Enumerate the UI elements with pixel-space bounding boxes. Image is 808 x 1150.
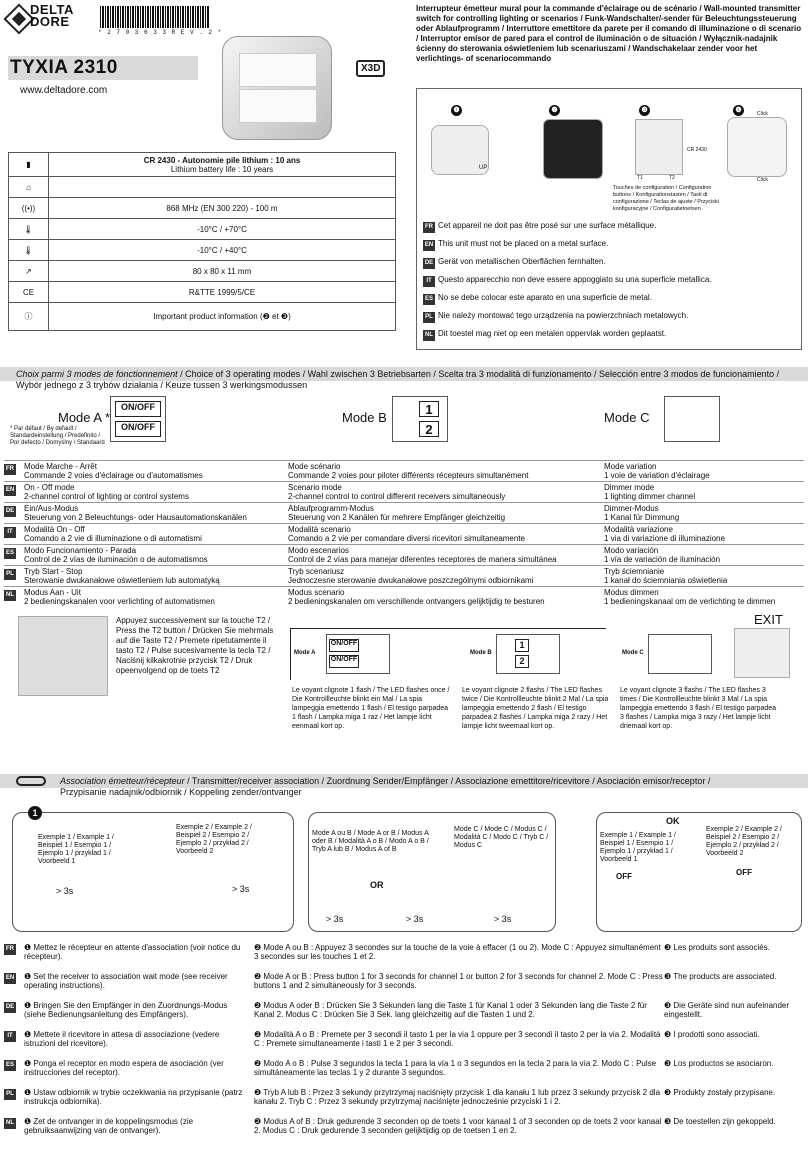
assoc-row (4, 1114, 804, 1142)
lang-tag: IT (4, 1031, 16, 1042)
mode-row (4, 523, 804, 542)
lang-tag: NL (4, 1118, 16, 1129)
info-icon: ⓘ (9, 303, 49, 331)
step-3-illustration (635, 119, 683, 175)
brand-name: DELTA DORE (30, 2, 74, 29)
assoc-step-text: ❶ Bringen Sie den Empfänger in den Zuordnungs-Modus (siehe Bedienungsanleitung des Empfängers). (24, 1001, 228, 1019)
flash-c-text: Le voyant clignote 3 flashs / The LED flashes 3 times / Die Kontrollleuchte blinkt 3 Mal / La spia lampeggia emettendo 3 flash / El testigo parpadea 3 flashes / Lampka miga 3 razy / Het lampje licht driemaal kort op. (620, 687, 777, 730)
spec-value (49, 198, 396, 219)
mode-c-cell (604, 525, 725, 543)
mode-c-cell (604, 588, 775, 606)
assoc-step-text: ❷ Modo A o B : Pulse 3 segundos la tecla 1 para la vía 1 o 3 segundos en la tecla 2 para la vía 2. Modo C : Pulse simultáneamente las teclas 1 y 2 durante 3 segundos. (254, 1059, 657, 1077)
off-label-1: OFF (616, 872, 632, 881)
step-4-marker: ❹ (733, 105, 744, 116)
thermometer-storage-icon: 🌡 (9, 219, 49, 240)
mode-b-cell (288, 525, 525, 543)
spec-row (9, 219, 396, 240)
warning-row (423, 257, 606, 269)
assoc-row (4, 940, 804, 968)
lang-tag: EN (423, 240, 435, 251)
step-2-marker: ❷ (549, 105, 560, 116)
spec-value (49, 153, 396, 177)
seq-scenario-2: 2 (515, 655, 529, 668)
exit-label: EXIT (754, 612, 783, 627)
x3d-badge: X3D (356, 60, 385, 77)
mode-a-title: Mode A * (58, 410, 111, 425)
mode-name: Modo escenarios (288, 546, 349, 555)
ce-icon: CE (9, 282, 49, 303)
mode-c-dimmer-icon (664, 396, 720, 442)
spec-text: 80 x 80 x 11 mm (192, 266, 252, 276)
warning-row (423, 239, 608, 251)
spec-row (9, 153, 396, 177)
assoc-row (4, 1056, 804, 1084)
lang-tag: NL (4, 590, 16, 601)
up-label: UP (479, 165, 488, 171)
mode-name: Tryb scenariusz (288, 567, 345, 576)
product-title: TYXIA 2310 (8, 56, 198, 80)
warning-text: Nie należy montować tego urządzenia na powierzchniach metalowych. (438, 311, 689, 320)
t1-label: T1 (637, 175, 643, 181)
mode-desc: Control de 2 vías de iluminación o de automatismos (24, 555, 208, 564)
product-photo (222, 36, 332, 140)
mode-b-cell (288, 546, 557, 564)
lang-tag: DE (4, 506, 16, 517)
modes-title-rest: / Choice of 3 operating modes / Wahl zwischen 3 Betriebsarten / Scelta tra 3 modalità di funzionamento / Selección entre 3 modos de funcionamiento / (177, 369, 780, 379)
mode-a-cell (24, 483, 189, 501)
spec-value (49, 240, 396, 261)
modes-title: Choix parmi 3 modes de fonctionnement (16, 369, 178, 379)
assoc-step-text: ❶ Ustaw odbiornik w trybie oczekiwania na przypisanie (patrz instrukcja odbiornika). (24, 1088, 243, 1106)
mode-desc: Commande 2 voies d'éclairage ou d'automatismes (24, 471, 203, 480)
mode-b-cell (288, 567, 533, 585)
mode-c-cell (604, 483, 695, 501)
spec-text: 868 MHz (EN 300 220) - 100 m (166, 203, 278, 213)
spec-value (49, 303, 396, 331)
mode-row (4, 481, 804, 500)
mode-desc: Steuerung von 2 Beleuchtungs- oder Hausautomationskanälen (24, 513, 247, 522)
lang-tag: DE (4, 1002, 16, 1013)
modes-table (4, 460, 804, 610)
indoor-icon: ⌂ (9, 177, 49, 198)
mode-desc: Steuerung von 2 Kanälen für mehrere Empfänger gleichzeitig (288, 513, 506, 522)
barcode (100, 6, 210, 28)
spec-text: Important product information (❷ et ❸) (153, 312, 291, 321)
mode-a-cell (24, 546, 208, 564)
mode-a-cell (24, 588, 215, 606)
product-description: Interrupteur émetteur mural pour la commande d'éclairage ou de scénario / Wall-mounted transmitter switch for controlling lighting or scenarios / Funk-Wandschalter/-sender für Beleuchtungssteuerung oder Ablaufprogramm / Interruttore emettitore da parete per il comando di illuminazione o di scenario / Interruptor emisor de pared para el control de iluminación o de situación / Wyłącznik-nadajnik ścienny do sterowania oświetleniem lub scenariuszami / Wandschakelaar zender voor het verlichtings- of scenariocommando (416, 4, 802, 63)
scenario-2-label: 2 (419, 421, 439, 437)
warning-text: Dit toestel mag niet op een metalen oppervlak worden geplaatst. (438, 329, 667, 338)
mode-b-cell (288, 462, 528, 480)
assoc-step-text: ❸ I prodotti sono associati. (664, 1030, 760, 1039)
t2-button-illustration (18, 616, 108, 696)
assoc-step-text: ❸ De toestellen zijn gekoppeld. (664, 1117, 776, 1126)
mode-b-title: Mode B (342, 410, 387, 425)
spec-row (9, 177, 396, 198)
seq-mode-b: Mode B (470, 650, 492, 656)
mode-name: Dimmer-Modus (604, 504, 659, 513)
mode-name: Mode variation (604, 462, 657, 471)
seq-c-icon (648, 634, 712, 674)
spec-row (9, 198, 396, 219)
mode-a-cell (24, 567, 220, 585)
lang-tag: PL (423, 312, 435, 323)
assoc-step-text: ❶ Mettez le récepteur en attente d'association (voir notice du récepteur). (24, 943, 241, 961)
hold-3s-label-2: > 3s (232, 884, 250, 894)
lang-tag: ES (4, 548, 16, 559)
flash-a-text: Le voyant clignote 1 flash / The LED flashes once / Die Kontrollleuchte blinkt ein Mal / La spia lampeggia emettendo 1 flash / El testigo parpadea 1 flash / Lampka miga 1 raz / Het lampje licht eenmaal kort op. (292, 687, 450, 730)
mode-name: Modus scenario (288, 588, 345, 597)
mode-row (4, 544, 804, 563)
assoc-subtitle: Przypisanie nadajnik/odbiornik / Koppeling zender/ontvanger (60, 787, 302, 797)
hold-3s-label: > 3s (56, 886, 74, 896)
assoc-step-text: ❸ Die Geräte sind nun aufeinander eingestellt. (664, 1001, 790, 1019)
lang-tag: EN (4, 973, 16, 984)
lang-tag: ES (423, 294, 435, 305)
mode-name: Modo variación (604, 546, 659, 555)
lang-tag: PL (4, 1089, 16, 1100)
website-url: www.deltadore.com (20, 85, 108, 96)
mode-desc: 2-channel control of lighting or control systems (24, 492, 189, 501)
step-3-marker: ❸ (639, 105, 650, 116)
lang-tag: PL (4, 569, 16, 580)
radio-icon: ((•)) (9, 198, 49, 219)
warning-row (423, 221, 656, 233)
spec-value (49, 177, 396, 198)
assoc-row (4, 998, 804, 1026)
lang-tag: FR (423, 222, 435, 233)
assoc-step-text: ❶ Zet de ontvanger in de koppelingsmodus (zie gebruiksaanwijzing van de ontvanger). (24, 1117, 194, 1135)
chain-link-icon (16, 776, 46, 786)
spec-value (49, 282, 396, 303)
spec-text: -10°C / +70°C (197, 224, 247, 234)
mode-desc: Commande 2 voies pour piloter différents récepteurs simultanément (288, 471, 529, 480)
lang-tag: FR (4, 464, 16, 475)
spec-row (9, 303, 396, 331)
warning-row (423, 329, 666, 341)
mode-desc: Jednoczesne sterowanie dwukanałowe poszczególnymi odbiornikami (288, 576, 534, 585)
mode-name: Ablaufprogramm-Modus (288, 504, 374, 513)
mode-name: Mode scénario (288, 462, 341, 471)
example-1-label: Exemple 1 / Example 1 / Beispiel 1 / Esempio 1 / Ejemplo 1 / przykład 1 / Voorbeeld 1 (38, 834, 114, 865)
thermometer-operating-icon: 🌡 (9, 240, 49, 261)
spec-value (49, 219, 396, 240)
onoff-top-label: ON/OFF (115, 401, 161, 417)
mode-name: Tryb Start - Stop (24, 567, 83, 576)
warning-text: Cet appareil ne doit pas être posé sur une surface métallique. (438, 221, 657, 230)
hold-3s-c: > 3s (494, 914, 512, 924)
seq-onoff-bottom: ON/OFF (329, 655, 359, 668)
mode-ab-label: Mode A ou B / Mode A or B / Modus A oder B / Modalità A o B / Modo A o B / Tryb A lub B / Modus A of B (312, 830, 429, 853)
warning-row (423, 293, 652, 305)
assoc-step-text: ❸ Les produits sont associés. (664, 943, 770, 952)
mode-desc: 1 kanał do ściemniania oświetlenia (604, 576, 728, 585)
or-label: OR (370, 880, 384, 890)
assoc-step-text: ❶ Mettete il ricevitore in attesa di associazione (vedere istruzioni del ricevitore). (24, 1030, 220, 1048)
mode-desc: Comando a 2 vie di illuminazione o di automatismi (24, 534, 202, 543)
mode-desc: Sterowanie dwukanałowe oświetleniem lub automatyką (24, 576, 220, 585)
installation-panel (416, 88, 802, 350)
lang-tag: NL (423, 330, 435, 341)
mode-name: Modo Funcionamiento - Parada (24, 546, 137, 555)
warning-row (423, 311, 688, 323)
lang-tag: DE (423, 258, 435, 269)
mode-name: Tryb ściemnianie (604, 567, 665, 576)
mode-name: Ein/Aus-Modus (24, 504, 79, 513)
battery-label: CR 2430 (687, 147, 707, 153)
example-2-label-3: Exemple 2 / Example 2 / Beispiel 2 / Esempio 2 / Ejemplo 2 / przykład 2 / Voorbeeld 2 (706, 826, 782, 857)
hold-3s-ab-1: > 3s (326, 914, 344, 924)
mode-c-cell (604, 567, 727, 585)
example-2-label: Exemple 2 / Example 2 / Beispiel 2 / Esempio 2 / Ejemplo 2 / przykład 2 / Voorbeeld 2 (176, 824, 252, 855)
mode-desc: 2 bedieningskanalen voor verlichting of automatismen (24, 597, 215, 606)
mode-c-cell (604, 462, 710, 480)
mode-desc: 2 bedieningskanalen om verschillende ontvangers gelijktijdig te besturen (288, 597, 545, 606)
mode-name: Dimmer mode (604, 483, 655, 492)
dimensions-icon: ↗ (9, 261, 49, 282)
mode-name: Modus Aan - Uit (24, 588, 81, 597)
click-top-label: Click (757, 111, 768, 117)
spec-row (9, 282, 396, 303)
battery-icon: ▮ (9, 153, 49, 177)
mode-name: Modalità variazione (604, 525, 673, 534)
assoc-step-text: ❷ Modalità A o B : Premete per 3 secondi il tasto 1 per la via 1 oppure per 3 secondi il tasto 2 per la via 2. Modalità C : Premete simultaneamente i tasti 1 e 2 per 3 secondi. (254, 1030, 661, 1048)
config-note: Touches de configuration / Configuration buttons / Konfigurationstasten / Tasti di configurazione / Teclas de ajuste / Przyciski konfiguracyjne / Configuratietoetsen (613, 185, 719, 212)
seq-onoff-top: ON/OFF (329, 639, 359, 652)
assoc-step-text: ❸ Produkty zostały przypisane. (664, 1088, 776, 1097)
hold-3s-ab-2: > 3s (406, 914, 424, 924)
spec-text: -10°C / +40°C (197, 245, 247, 255)
mode-name: Mode Marche - Arrêt (24, 462, 97, 471)
mode-c-label: Mode C / Mode C / Modus C / Modalità C / Modo C / Tryb C / Modus C (454, 826, 549, 849)
warning-text: Questo apparecchio non deve essere appoggiato su una superficie metallica. (438, 275, 712, 284)
default-note: * Par défaut / By default / Standardeinstellung / Predefinito / Por defecto / Domyślny / Standaard (10, 426, 105, 446)
mode-a-cell (24, 504, 247, 522)
assoc-step-text: ❶ Ponga el receptor en modo espera de asociación (ver instrucciones del receptor). (24, 1059, 224, 1077)
off-label-2: OFF (736, 868, 752, 877)
scenario-1-label: 1 (419, 401, 439, 417)
assoc-title: Association émetteur/récepteur (60, 776, 185, 786)
ok-label: OK (666, 816, 680, 826)
step-1-marker: ❶ (451, 105, 462, 116)
spec-row (9, 240, 396, 261)
mode-a-icon (110, 396, 166, 442)
step-4-illustration (727, 117, 787, 177)
lang-tag: ES (4, 1060, 16, 1071)
assoc-step-1-marker: 1 (28, 806, 42, 820)
mode-b-cell (288, 483, 505, 501)
seq-scenario-1: 1 (515, 639, 529, 652)
assoc-section-bar (0, 774, 808, 788)
spec-row (9, 261, 396, 282)
mode-a-cell (24, 462, 203, 480)
assoc-step-text: ❷ Modus A of B : Druk gedurende 3 seconden op de toets 1 voor kanaal 1 of 3 seconden op de toets 2 voor kanaal 2. Modus C : Druk gedurende 3 seconden gelijktijdig op de toetsen 1 en 2. (254, 1117, 662, 1135)
mode-name: Modus dimmen (604, 588, 659, 597)
lang-tag: IT (4, 527, 16, 538)
mode-row (4, 460, 804, 479)
exit-illustration (734, 628, 790, 678)
spec-text-2: Lithium battery life : 10 years (170, 164, 274, 174)
flash-b-text: Le voyant clignote 2 flashs / The LED flashes twice / Die Kontrollleuchte blinkt 2 Mal / La spia lampeggia emettendo 2 flash / El testigo parpadea 2 flashes / Lampka miga 2 razy / Het lampje licht tweemaal kort op. (462, 687, 609, 730)
warning-text: Gerät von metallischen Oberflächen fernhalten. (438, 257, 606, 266)
assoc-row (4, 969, 804, 997)
mode-desc: 1 bedieningskanaal om de verlichting te dimmen (604, 597, 776, 606)
seq-mode-a: Mode A (294, 650, 316, 656)
mode-c-title: Mode C (604, 410, 650, 425)
assoc-table (4, 940, 804, 1146)
mode-desc: Comando a 2 vie per comandare diversi ricevitori simultaneamente (288, 534, 525, 543)
assoc-step-text: ❸ The products are associated. (664, 972, 777, 981)
mode-name: Modalità On - Off (24, 525, 85, 534)
lang-tag: EN (4, 485, 16, 496)
t2-label: T2 (669, 175, 675, 181)
mode-a-cell (24, 525, 202, 543)
warning-text: No se debe colocar este aparato en una superficie de metal. (438, 293, 652, 302)
mode-desc: 1 lighting dimmer channel (604, 492, 696, 501)
assoc-step-text: ❷ Modus A oder B : Drücken Sie 3 Sekunden lang die Taste 1 für Kanal 1 oder 3 Sekunden lang die Taste 2 für Kanal 2. Modus C : Drücken Sie 3 Sek. lang gleichzeitig auf die Tasten 1 und 2. (254, 1001, 647, 1019)
step-2-illustration (543, 119, 603, 179)
mode-row (4, 502, 804, 521)
assoc-row (4, 1027, 804, 1055)
mode-desc: Control de 2 vías para manejar diferentes receptores de manera simultánea (288, 555, 557, 564)
warning-row (423, 275, 712, 287)
mode-name: Modalità scenario (288, 525, 351, 534)
assoc-step-text: ❷ Mode A ou B : Appuyez 3 secondes sur la touche de la voie à effacer (1 ou 2). Mode C : Appuyez simultanément 3 secondes sur les touches 1 et 2. (254, 943, 661, 961)
mode-c-cell (604, 546, 720, 564)
assoc-row (4, 1085, 804, 1113)
click-bottom-label: Click (757, 177, 768, 183)
press-t2-instruction: Appuyez successivement sur la touche T2 / Press the T2 button / Drücken Sie mehrmals auf die Taste T2 / Premete ripetutamente il tasto T2 / Pulse sucesivamente la tecla T2 / Naciśnij kilkakrotnie przycisk T2 / Druk opeenvolgend op de toets T2 (116, 616, 274, 675)
assoc-step-text: ❷ Tryb A lub B : Przez 3 sekundy przytrzymaj naciśnięty przycisk 1 dla kanału 1 lub przez 3 sekundy przycisk 2 dla kanału 2. Tryb C : Przez 3 sekundy przytrzymaj naciśnięte jednocześnie przyciski 1 i 2. (254, 1088, 661, 1106)
seq-a-icon (326, 634, 390, 674)
specs-table (8, 152, 396, 331)
mode-c-cell (604, 504, 679, 522)
mode-desc: 1 vía de variación de iluminación (604, 555, 721, 564)
warning-text: This unit must not be placed on a metal surface. (438, 239, 609, 248)
modes-section-bar (0, 367, 808, 381)
assoc-step-text: ❷ Mode A or B : Press button 1 for 3 seconds for channel 1 or button 2 for 3 seconds for channel 2. Mode C : Press buttons 1 and 2 simultaneously for 3 seconds. (254, 972, 663, 990)
assoc-step-text: ❶ Set the receiver to association wait mode (see receiver operating instructions). (24, 972, 228, 990)
seq-mode-c: Mode C (622, 650, 644, 656)
assoc-step-text: ❸ Los productos se asociaron. (664, 1059, 774, 1068)
mode-desc: 1 voie de variation d'éclairage (604, 471, 710, 480)
mode-row (4, 586, 804, 605)
mode-b-cell (288, 588, 545, 606)
lang-tag: FR (4, 944, 16, 955)
mode-desc: 2-channel control to control different receivers simultaneously (288, 492, 506, 501)
assoc-title-rest: / Transmitter/receiver association / Zuordnung Sender/Empfänger / Associazione emettitore/ricevitore / Asociación emisor/receptor / (184, 776, 711, 786)
lang-tag: IT (423, 276, 435, 287)
spec-text: R&TTE 1999/5/CE (188, 287, 256, 297)
mode-row (4, 565, 804, 584)
example-1-label-3: Exemple 1 / Example 1 / Beispiel 1 / Esempio 1 / Ejemplo 1 / przykład 1 / Voorbeeld 1 (600, 832, 676, 863)
mode-name: On - Off mode (24, 483, 75, 492)
seq-b-icon (496, 634, 560, 674)
onoff-bottom-label: ON/OFF (115, 421, 161, 437)
spec-text: CR 2430 - Autonomie pile lithium : 10 ans (143, 155, 301, 165)
barcode-text: * 2 7 0 3 6 3 3 R E V . 2 * (98, 29, 223, 36)
mode-b-cell (288, 504, 505, 522)
mode-name: Scenario mode (288, 483, 342, 492)
modes-subtitle: Wybór jednego z 3 trybów działania / Keuze tussen 3 werkingsmodussen (16, 380, 308, 390)
mode-b-icon (392, 396, 448, 442)
mode-desc: 1 via di variazione di illuminazione (604, 534, 725, 543)
spec-value (49, 261, 396, 282)
mode-desc: 1 Kanal für Dimmung (604, 513, 680, 522)
